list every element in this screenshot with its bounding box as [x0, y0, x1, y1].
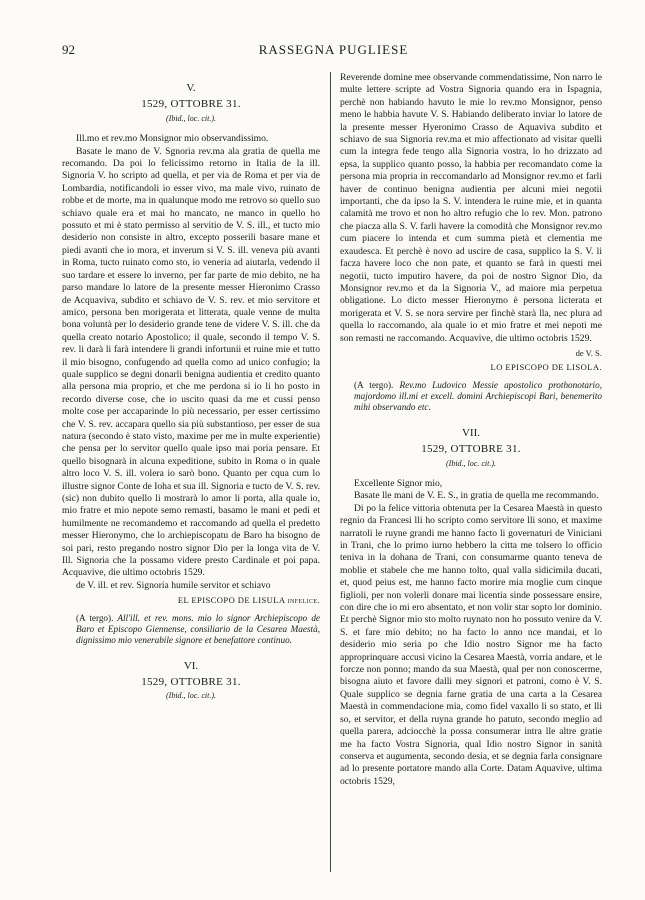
doc-vi-closing: de V. S.	[575, 347, 602, 358]
running-title: RASSEGNA PUGLIESE	[258, 42, 409, 57]
doc-vii-source: (Ibid., loc. cit.).	[446, 458, 496, 468]
doc-vi-date: 1529, OTTOBRE 31.	[141, 676, 241, 689]
doc-vi-signature: LO EPISCOPO DE LISOLA.	[490, 362, 602, 373]
doc-v-salutation: Ill.mo et rev.mo Monsignor mio observandissimo.	[76, 133, 269, 145]
doc-v-body: Basate le mano de V. Sgnoria rev.ma ala gratia de quella me recomando. Da poi lo felicissimo retorno in Italia de la ill. Signoria V. ho scripto ad quella, et per via de Roma et per via de Lombardia, notificandoli io esser vivo, ma male vivo, ruinato de robbe et de morte, ma in qualunque modo me retrovo so quello suo schiavo quale era et mai ho mancato, ne manco in quello ho possuto et mi è stato permisso al servitio de V. S. ill., et tucto mio desiderio non consiste in altro, excepto posserili basare mane et piedi avanti che io mora, et inverum si V. S. ill. veneva più avanti in Roma, tucto ruinato como sto, io veneria ad aiutarla, vedendo il suo tardare et essere lo inverno, per far parte de mio debito, ne ha parso mandare lo latore de la presente messer Hieronimo Crasso de Acquaviva, subdito et schiavo de V. S. rev. et mio servitore et amico, persona ben morigerata et litterata, quale venne de multa bona voluntà per lo desiderio grande tene de videre V. S. ill. che da quella creato notario Apostolico; il quale, secondo il tempo V. S. rev. li darà li farà intendere li grandi infortunii et ruine mie et tutto il mio bisogno, confugendo ad quella como ad unico confugio; la quale supplico se degni donarli benigna audientia et credito quanto alla persona mia proprio, et che me perdona si io li ho posto in recordo diverse cose, che io uscito quasi da me et cussi penso molte cose per accaparinde lo più necessario, per esser certissimo che V. S. rev. accapara quello sia più substantioso, per esser de sua natura (secondo è stato visto, maxime per me in multe experientie) che pensa per lo servitor quello quale ipso mai poria pensare. Et quello bisognarà in alcuna expeditione, subito in Roma o in quale altro loco V. S. ill. volera io sarò bono. Quanto per cqua cum lo illustre signor Conte de Ioha et sua ill. Signoria e tucto de V. S. rev. (sic) non dubito quello li mostrarà lo amor li porta, alla quale io, mio fratre et mio nepote semo remasti, basamo le mani et pedi et humilmente ne recomandemo et raccomando ad quella el predetto messer Hieronymo, che lo archiepiscopatu de Baro ha bisogno de soi pari, resto pregando nostro signor Dio per la longa vita de V. Ill. Signoria che la possamo videre presto Cardinale et poi papa. Acquavive, die ultimo octobris 1529.	[62, 145, 321, 579]
doc-v-signature: EL EPISCOPO DE LISULA infelice.	[177, 595, 320, 606]
doc-v-number: V.	[186, 82, 196, 94]
doc-vii-number: VII.	[461, 426, 481, 439]
doc-vi-address: (A tergo). Rev.mo Ludovico Messie apostolico prothonotario, majordomo ill.mi et excell. domini Archiepiscopi Bari, benemerito mihi observando etc.	[354, 379, 602, 412]
doc-vi-source: (Ibid., loc. cit.).	[166, 691, 216, 701]
right-column	[340, 72, 602, 788]
doc-v-source: (Ibid., loc. cit.).	[166, 113, 216, 123]
left-column	[62, 72, 320, 711]
doc-vi-body: Reverende domine mee observande commendatissime, Non narro le multe lettere scripte ad Vostra Signoria quando era in Ispagnia, perchè non habiando havuto le mie lo rev.mo Monsignor, penso meno le habbia havute V. S. Habiando deliberato inviar lo latore de la presente messer Hyeronimo Crasso de Aquaviva subdito et schiavo de sua Signoria rev.ma et mio affectionato ad visitar quelli cum la integra fede tengo alla Signoria vostra, lo ho drizzato ad epsa, la supplico quanto posso, la habbia per recomandato come la persona mia propria in reccomandarlo ad Monsignor rev.mo et farli haver de continuo benigna audientia per alcuni miei negotii importanti, che da ipso la S. V. intendera le ruine mie, et in quanta calamità me trovo et non ho altro refugio che lo rev. Mon. patrono che piacza alla S. V. farli havere la comodità che Monsignor rev.mo cum piacere lo intenda et cum summa pietà et clementia me exaudesca. Et perchè è novo ad uscire de casa, supplico la S. V. li facza havere loco che non pate, et quanto se farà in questi mei negotii, tucto imputiro havere, da poi de nostro Signor Dio, da Monsignor rev.mo et da la Signoria V., ad maiore mia perpetua obligatione. Lo dicto messer Hieronymo è persona licterata et morigerata et V. S. se nora servire per finchè starà lla, nec plura ad quella lo raccomando, ala quale io et mio fratre et mei nepoti me son remasti ne raccomando. Acquavive, die ultimo octobris 1529.	[340, 72, 602, 344]
doc-v-date: 1529, OTTOBRE 31.	[141, 98, 241, 111]
column-divider	[330, 72, 331, 872]
doc-v-closing: de V. ill. et rev. Signoria humile servitor et schiavo	[76, 579, 271, 591]
doc-vii-intro: Basate lle mani de V. E. S., in gratia de quella me recommando.	[354, 490, 599, 502]
doc-vii-body: Di po la felice vittoria obtenuta per la Cesarea Maestà in questo regnio da Francesi lli ho scripto como servitore lli sono, et maxime narratoli le ruyne grandi me hanno facto li governaturi de Viniciani in Trani, che lo primo iurno hebbero la citta me tolsero lo officio teniva in la dohana de Trani, con consumarme quanto teneva de moblie et stabele che me hanno tolto, qual valla sidicimila ducati, et, quod peius est, me hanno facto morire mia moglie cum cinque figlioli, per non volerli donare mai licentia sinde possessare ensire, con dire che io mi ero absentato, et non volir star sopto lor dominio. Et perchè Signor mio sto molto ruynato non ho possuto venire da V. S. et fare mio debito; no ha facto lo anno nce mandai, et lo desiderio mio seria po che Idio nostro Signor me ha facto approprinquare accusi vicino la Cesarea Maestà, vorria andare, et le forcze non ponno; mando da sua Maestà, qual per non conoscerme, bisogna aiuto et favore dalli mey signori et patroni, como è V. S. Quale supplico se degnia farne gratia de una carta a la Cesarea Maestà in commendacione mia, como fidel vaxallo li so stato, et lli so, et servitor, et della ruyna grande ho patuto, secondo meglio ad quella parera, adciocchè la possa consumerar intra lle altre gratie me ha facto Vostra Signoria, qual Idio nostro Signor in sanità conserva et augumenta, secondo desia, et se degnia farla consignare ad lo presente portatore mando alla Corte. Datam Aquavive, ultima octobris 1529,	[340, 502, 602, 787]
doc-vii-salutation: Excellente Signor mio,	[354, 477, 443, 489]
page-header	[62, 42, 605, 62]
doc-vi-number: VI.	[183, 659, 199, 672]
doc-vii-date: 1529, OTTOBRE 31.	[421, 443, 521, 456]
page-number: 92	[62, 42, 75, 57]
doc-v-address: (A tergo). All'ill. et rev. mons. mio lo signor Archiepiscopo de Baro et Episcopo Giennense, consiliario de la Cesarea Maestà, dignissimo mio venerabile signore et benefattore continuo.	[76, 612, 320, 645]
